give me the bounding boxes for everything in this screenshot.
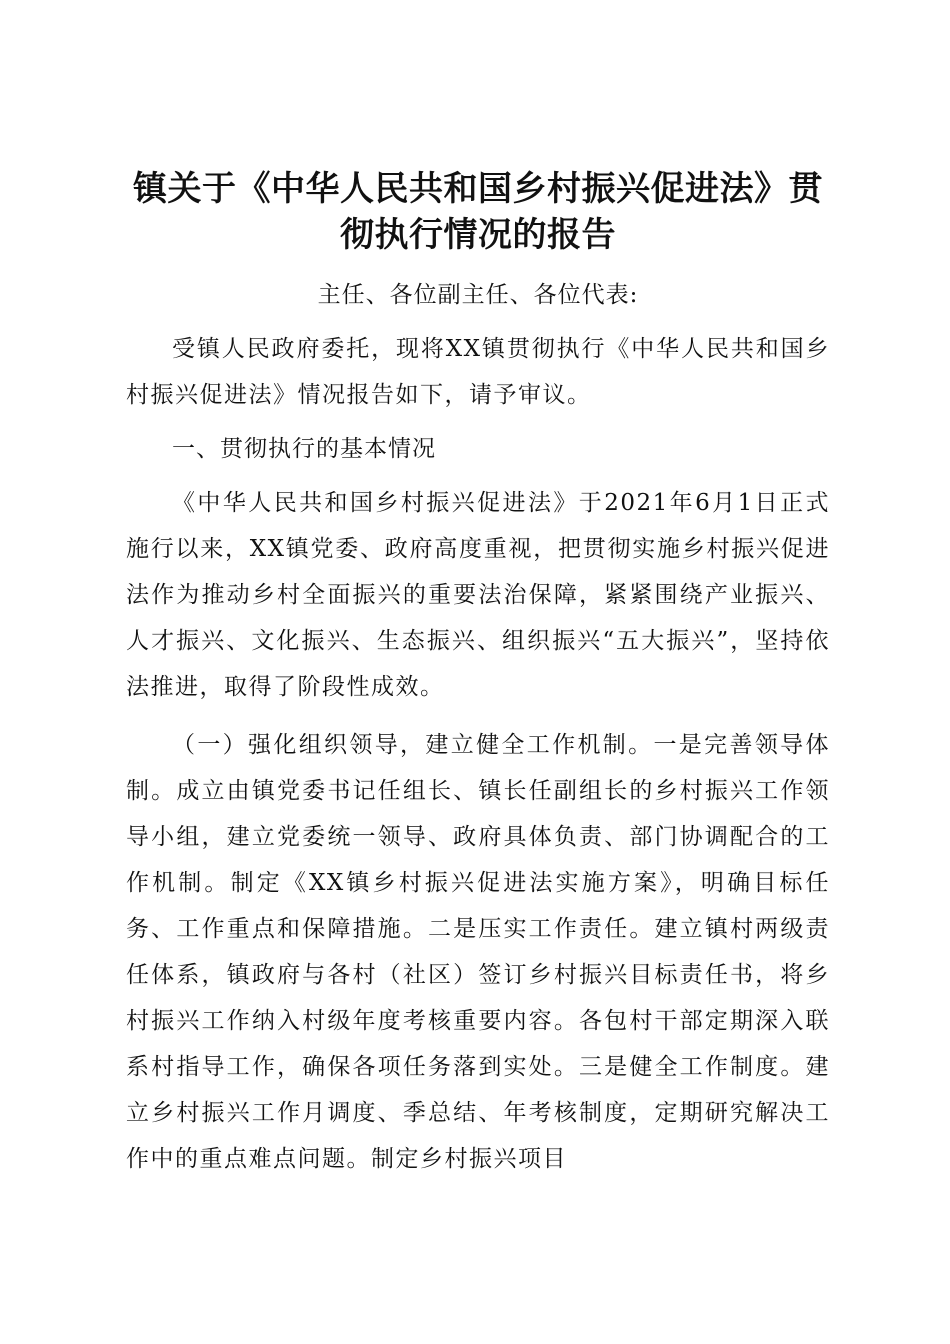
intro-paragraph: 受镇人民政府委托，现将XX镇贯彻执行《中华人民共和国乡村振兴促进法》情况报告如下，请予审议。 xyxy=(126,336,830,408)
subsection-1-paragraph: （一）强化组织领导，建立健全工作机制。一是完善领导体制。成立由镇党委书记任组长、镇长任副组长的乡村振兴工作领导小组，建立党委统一领导、政府具体负责、部门协调配合的工作机制。制定《XX镇乡村振兴促进法实施方案》，明确目标任务、工作重点和保障措施。二是压实工作责任。建立镇村两级责任体系，镇政府与各村（社区）签订乡村振兴目标责任书，将乡村振兴工作纳入村级年度考核重要内容。各包村干部定期深入联系村指导工作，确保各项任务落到实处。三是健全工作制度。建立乡村振兴工作月调度、季总结、年考核制度，定期研究解决工作中的重点难点问题。制定乡村振兴项目 xyxy=(126,732,830,1172)
salutation: 主任、各位副主任、各位代表: xyxy=(317,282,639,308)
section-heading-1: 一、贯彻执行的基本情况 xyxy=(172,436,436,462)
document-title: 镇关于《中华人民共和国乡村振兴促进法》贯彻执行情况的报告 xyxy=(133,169,823,255)
basic-situation-paragraph: 《中华人民共和国乡村振兴促进法》于2021年6月1日正式施行以来，XX镇党委、政府高度重视，把贯彻实施乡村振兴促进法作为推动乡村全面振兴的重要法治保障，紧紧围绕产业振兴、人才振兴、文化振兴、生态振兴、组织振兴“五大振兴”，坚持依法推进，取得了阶段性成效。 xyxy=(126,490,830,700)
